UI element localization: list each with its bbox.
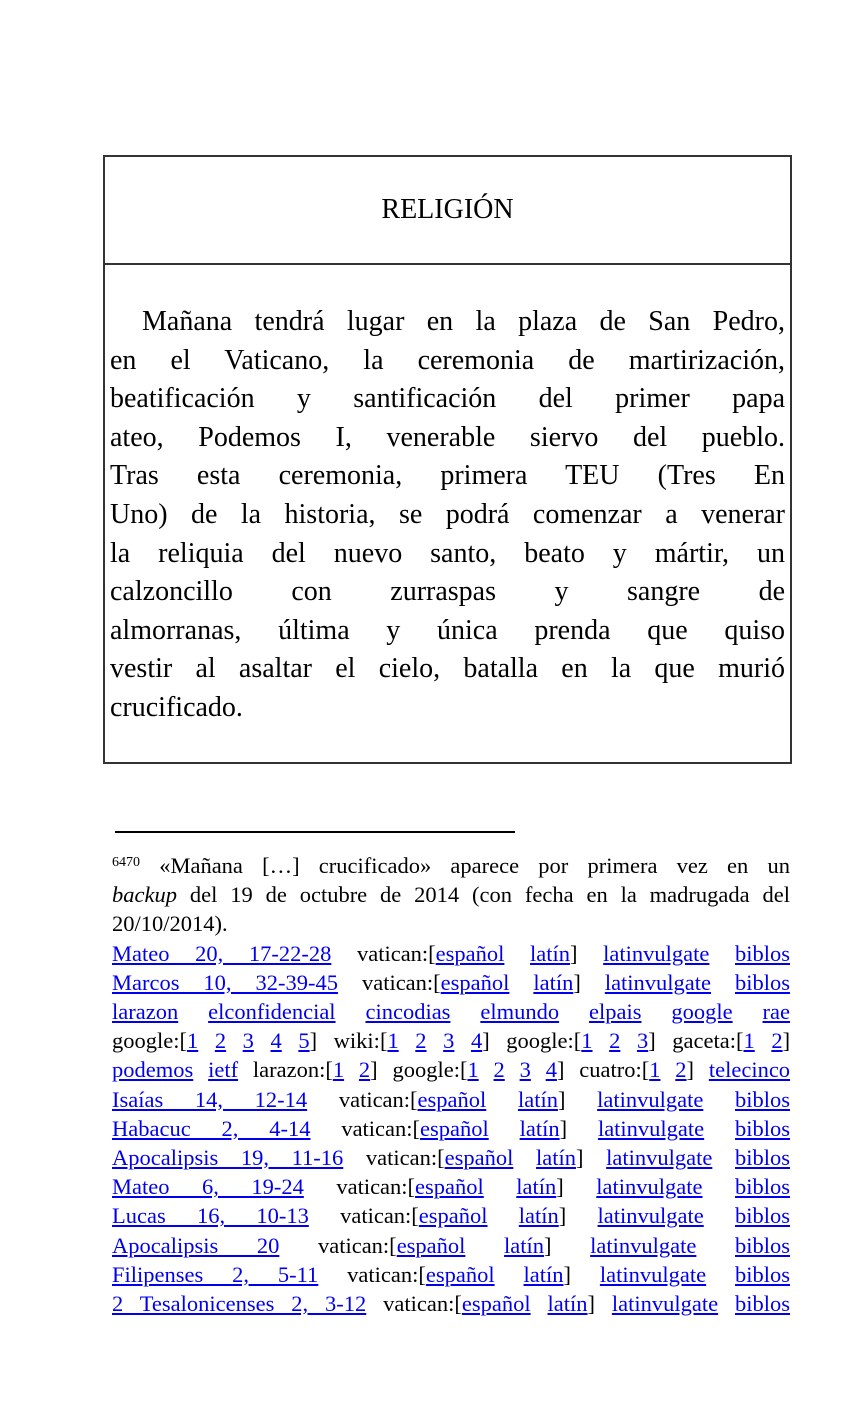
footnote-text: ] — [556, 1174, 597, 1200]
footnote-text — [344, 1057, 359, 1082]
footnote-link[interactable]: latinvulgate — [597, 1203, 704, 1229]
footnote-text: ] — [570, 940, 604, 966]
footnote-text — [226, 1028, 243, 1053]
footnote-link[interactable]: 3 — [519, 1057, 531, 1083]
footnote-text: 20/10/2014). — [112, 911, 228, 937]
footnote-link[interactable]: 2 — [214, 1028, 227, 1054]
footnote-link[interactable]: elmundo — [480, 999, 560, 1025]
footnote-link[interactable]: 1 — [743, 1028, 755, 1054]
footnote-link[interactable]: 3 — [443, 1028, 455, 1054]
footnote-text — [489, 1116, 520, 1141]
footnote-link[interactable]: biblos — [735, 1174, 791, 1200]
footnote-link[interactable]: elpais — [589, 999, 642, 1025]
footnote-text — [696, 1233, 735, 1258]
article-frame — [103, 155, 792, 764]
footnote-link[interactable]: 4 — [270, 1028, 282, 1054]
footnote-link[interactable]: latín — [517, 1086, 558, 1112]
body-line: beatificación y santificación del primer papa — [110, 383, 785, 415]
footnote-link[interactable]: latinvulgate — [596, 1174, 703, 1200]
footnote-text — [427, 1028, 444, 1053]
footnote-link[interactable]: 4 — [470, 1028, 483, 1054]
footnote-text: ] — [559, 1115, 598, 1141]
footnote-text — [706, 1262, 735, 1287]
footnote-link[interactable]: español — [415, 1174, 484, 1200]
footnote-text — [593, 1028, 610, 1053]
footnote-text: ] — [557, 1086, 598, 1112]
body-line: la reliquia del nuevo santo, beato y mártir, un — [110, 537, 785, 569]
footnote-link[interactable]: 1 — [649, 1057, 661, 1083]
footnote-link[interactable]: latín — [516, 1174, 557, 1200]
footnote-link[interactable]: 1 — [581, 1028, 593, 1054]
footnote-link[interactable]: Isaías 14, 12-14 — [112, 1086, 308, 1112]
footnote-link[interactable]: ietf — [208, 1057, 239, 1083]
footnote-link[interactable]: 1 — [332, 1057, 345, 1083]
footnote-link[interactable]: Apocalipsis 19, 11-16 — [112, 1145, 344, 1171]
footnote-text — [454, 1028, 471, 1053]
footnote-link[interactable]: latín — [547, 1291, 588, 1317]
footnote-text: vatican:[ — [366, 1291, 462, 1317]
footnote-text — [399, 1028, 416, 1053]
footnote-text — [711, 970, 735, 995]
body-line: ateo, Podemos I, venerable siervo del pueblo. — [110, 421, 785, 453]
footnote-text: ] — [782, 1028, 791, 1054]
footnote-separator — [115, 831, 515, 833]
footnote-link[interactable]: biblos — [735, 1291, 791, 1317]
footnote-link[interactable]: podemos — [112, 1057, 194, 1083]
footnote-link[interactable]: rae — [762, 999, 791, 1025]
footnote-line — [112, 968, 790, 997]
body-line: en el Vaticano, la ceremonia de martirización, — [110, 344, 785, 376]
footnote-link[interactable]: latinvulgate — [597, 1115, 705, 1141]
article-body — [105, 265, 790, 728]
footnote-link[interactable]: español — [418, 1203, 488, 1229]
footnote-text: google:[ — [112, 1028, 187, 1054]
footnote-text — [733, 999, 763, 1024]
body-line: Mañana tendrá lugar en la plaza de San Pedro, — [142, 306, 785, 337]
footnote-text: vatican:[ — [318, 1261, 426, 1287]
footnote-link[interactable]: google — [671, 999, 733, 1025]
footnote-text — [336, 999, 366, 1024]
footnote-link[interactable]: latinvulgate — [597, 1086, 704, 1112]
footnote-link[interactable]: telecinco — [708, 1057, 791, 1083]
footnote-text — [531, 1291, 548, 1316]
footnote-link[interactable]: español — [420, 1115, 489, 1141]
footnote-link[interactable]: Filipenses 2, 5-11 — [112, 1261, 319, 1287]
footnote-text — [641, 999, 671, 1024]
footnote-link[interactable]: 2 — [771, 1028, 783, 1054]
footnote-text: ] wiki:[ — [309, 1028, 388, 1054]
footnote-text — [505, 1057, 520, 1082]
footnote-text — [486, 1087, 518, 1112]
footnote-link[interactable]: biblos — [735, 1203, 791, 1229]
footnote-line — [112, 1085, 790, 1114]
footnote-text — [660, 1057, 675, 1082]
footnote-link[interactable]: latinvulgate — [590, 1232, 697, 1258]
footnote-text — [718, 1291, 735, 1316]
footnote-text: ] gaceta:[ — [648, 1028, 744, 1054]
footnote-text: vatican:[ — [310, 1115, 421, 1141]
footnote — [112, 851, 790, 1318]
footnote-link[interactable]: biblos — [734, 1145, 790, 1171]
body-line: Uno) de la historia, se podrá comenzar a venerar — [110, 498, 785, 530]
footnote-link[interactable]: Marcos 10, 32-39-45 — [112, 969, 338, 995]
footnote-link[interactable]: Lucas 16, 10-13 — [112, 1203, 309, 1229]
footnote-line — [112, 1055, 790, 1084]
footnote-link[interactable]: 1 — [467, 1057, 479, 1083]
footnote-text — [504, 941, 530, 966]
body-line: almorranas, última y única prenda que quiso — [110, 614, 785, 646]
footnote-text — [495, 1262, 524, 1287]
footnote-link[interactable]: español — [444, 1145, 514, 1171]
footnote-text: vatican:[ — [279, 1232, 397, 1258]
footnote-link[interactable]: español — [440, 969, 510, 995]
footnote-line — [112, 1260, 790, 1289]
footnote-marker: 6470 — [112, 855, 140, 870]
footnote-text: ] cuatro:[ — [556, 1057, 650, 1083]
footnote-link[interactable]: 1 — [387, 1028, 399, 1054]
footnote-link[interactable]: latín — [523, 1261, 564, 1287]
footnote-text: «Mañana […] crucificado» aparece por primera vez en un — [140, 853, 790, 878]
footnote-text: ] — [686, 1057, 709, 1083]
footnote-text — [513, 1145, 536, 1170]
footnote-link[interactable]: latín — [530, 940, 571, 966]
footnote-text — [178, 999, 208, 1024]
footnote-line — [112, 1026, 790, 1055]
footnote-text: ] google:[ — [482, 1028, 582, 1054]
footnote-line — [112, 1231, 790, 1260]
body-line: Tras esta ceremonia, primera TEU (Tres En — [110, 460, 785, 492]
footnote-link[interactable]: 2 Tesalonicenses 2, 3-12 — [112, 1291, 367, 1317]
footnote-text: larazon:[ — [238, 1057, 333, 1083]
footnote-text: vatican:[ — [338, 969, 441, 995]
footnote-text — [479, 1057, 494, 1082]
footnote-text — [620, 1028, 637, 1053]
footnote-line — [112, 909, 790, 938]
footnote-line — [112, 1172, 790, 1201]
footnote-link[interactable]: latinvulgate — [604, 969, 712, 995]
footnote-link[interactable]: latín — [518, 1203, 559, 1229]
footnote-text — [465, 1233, 504, 1258]
footnote-text — [198, 1028, 215, 1053]
footnote-text — [484, 1174, 517, 1199]
footnote-link[interactable]: español — [425, 1261, 495, 1287]
footnote-link[interactable]: español — [396, 1232, 466, 1258]
footnote-link[interactable]: biblos — [735, 1232, 791, 1258]
footnote-text — [709, 941, 735, 966]
footnote-link[interactable]: Mateo 6, 19-24 — [112, 1174, 304, 1200]
footnote-text: vatican:[ — [331, 940, 436, 966]
footnote-line — [112, 1114, 790, 1143]
article-title-cell — [105, 157, 790, 265]
footnote-text — [531, 1057, 546, 1082]
footnote-text — [559, 999, 589, 1024]
footnote-link[interactable]: 2 — [493, 1057, 505, 1083]
footnote-text — [704, 1116, 735, 1141]
footnote-text — [488, 1203, 519, 1228]
footnote-text: vatican:[ — [303, 1174, 416, 1200]
footnote-text: ] — [563, 1261, 600, 1287]
footnote-text — [712, 1145, 735, 1170]
footnote-link[interactable]: 2 — [415, 1028, 427, 1054]
footnote-text — [704, 1203, 735, 1228]
footnote-link[interactable]: español — [417, 1086, 487, 1112]
footnote-link[interactable]: latín — [519, 1115, 560, 1141]
footnote-text: vatican:[ — [343, 1145, 445, 1171]
footnote-link[interactable]: latín — [533, 969, 574, 995]
footnote-link[interactable]: elconfidencial — [208, 999, 336, 1025]
footnote-link[interactable]: latinvulgate — [611, 1291, 719, 1317]
footnote-text: vatican:[ — [308, 1203, 419, 1229]
footnote-text: vatican:[ — [307, 1086, 418, 1112]
footnote-line — [112, 880, 790, 909]
footnote-text — [254, 1028, 271, 1053]
footnote-link[interactable]: latín — [536, 1145, 576, 1171]
footnote-text: ] — [576, 1145, 607, 1171]
footnote-link[interactable]: español — [435, 940, 505, 966]
footnote-text — [193, 1057, 208, 1082]
footnote-line — [112, 939, 790, 968]
footnote-text — [450, 999, 480, 1024]
page-title: RELIGIÓN — [381, 194, 514, 225]
footnote-link[interactable]: larazon — [112, 999, 179, 1025]
footnote-text — [703, 1087, 735, 1112]
footnote-link[interactable]: biblos — [734, 969, 790, 995]
footnote-line — [112, 997, 790, 1026]
footnote-text — [282, 1028, 299, 1053]
footnote-line — [112, 1143, 790, 1172]
footnote-text — [755, 1028, 772, 1053]
footnote-link[interactable]: latín — [504, 1232, 545, 1258]
footnote-link[interactable]: español — [461, 1291, 531, 1317]
footnote-link[interactable]: Mateo 20, 17-22-28 — [112, 940, 332, 966]
footnote-italic-text: backup — [112, 882, 177, 908]
footnote-text: ] google:[ — [370, 1057, 468, 1083]
footnote-link[interactable]: Habacuc 2, 4-14 — [112, 1115, 311, 1141]
footnote-link[interactable]: Apocalipsis 20 — [112, 1232, 280, 1258]
footnote-text — [509, 970, 533, 995]
footnote-link[interactable]: latinvulgate — [603, 940, 710, 966]
footnote-line — [112, 1289, 790, 1318]
footnote-link[interactable]: biblos — [735, 1086, 791, 1112]
footnote-link[interactable]: 1 — [186, 1028, 199, 1054]
footnote-text: ] — [558, 1203, 598, 1229]
footnote-link[interactable]: 2 — [609, 1028, 621, 1054]
footnote-link[interactable]: biblos — [735, 1115, 791, 1141]
footnote-link[interactable]: 4 — [545, 1057, 557, 1083]
footnote-link[interactable]: 2 — [675, 1057, 687, 1083]
footnote-link[interactable]: 2 — [358, 1057, 371, 1083]
footnote-link[interactable]: 3 — [636, 1028, 649, 1054]
footnote-line — [112, 851, 790, 880]
body-line: crucificado. — [110, 691, 243, 723]
footnote-link[interactable]: biblos — [735, 940, 791, 966]
footnote-link[interactable]: latinvulgate — [606, 1145, 713, 1171]
footnote-link[interactable]: cincodias — [365, 999, 451, 1025]
footnote-text — [703, 1174, 736, 1199]
footnote-text: ] — [544, 1232, 591, 1258]
footnote-text: ] — [573, 969, 605, 995]
footnote-text: del 19 de octubre de 2014 (con fecha en la madrugada del — [176, 882, 790, 908]
footnote-link[interactable]: 3 — [242, 1028, 254, 1054]
footnote-link[interactable]: latinvulgate — [599, 1261, 707, 1287]
footnote-text: ] — [587, 1291, 612, 1317]
footnote-link[interactable]: biblos — [735, 1261, 791, 1287]
footnote-line — [112, 1201, 790, 1230]
body-line: vestir al asaltar el cielo, batalla en la que murió — [110, 653, 785, 685]
footnote-link[interactable]: 5 — [298, 1028, 310, 1054]
body-line: calzoncillo con zurraspas y sangre de — [110, 576, 785, 608]
